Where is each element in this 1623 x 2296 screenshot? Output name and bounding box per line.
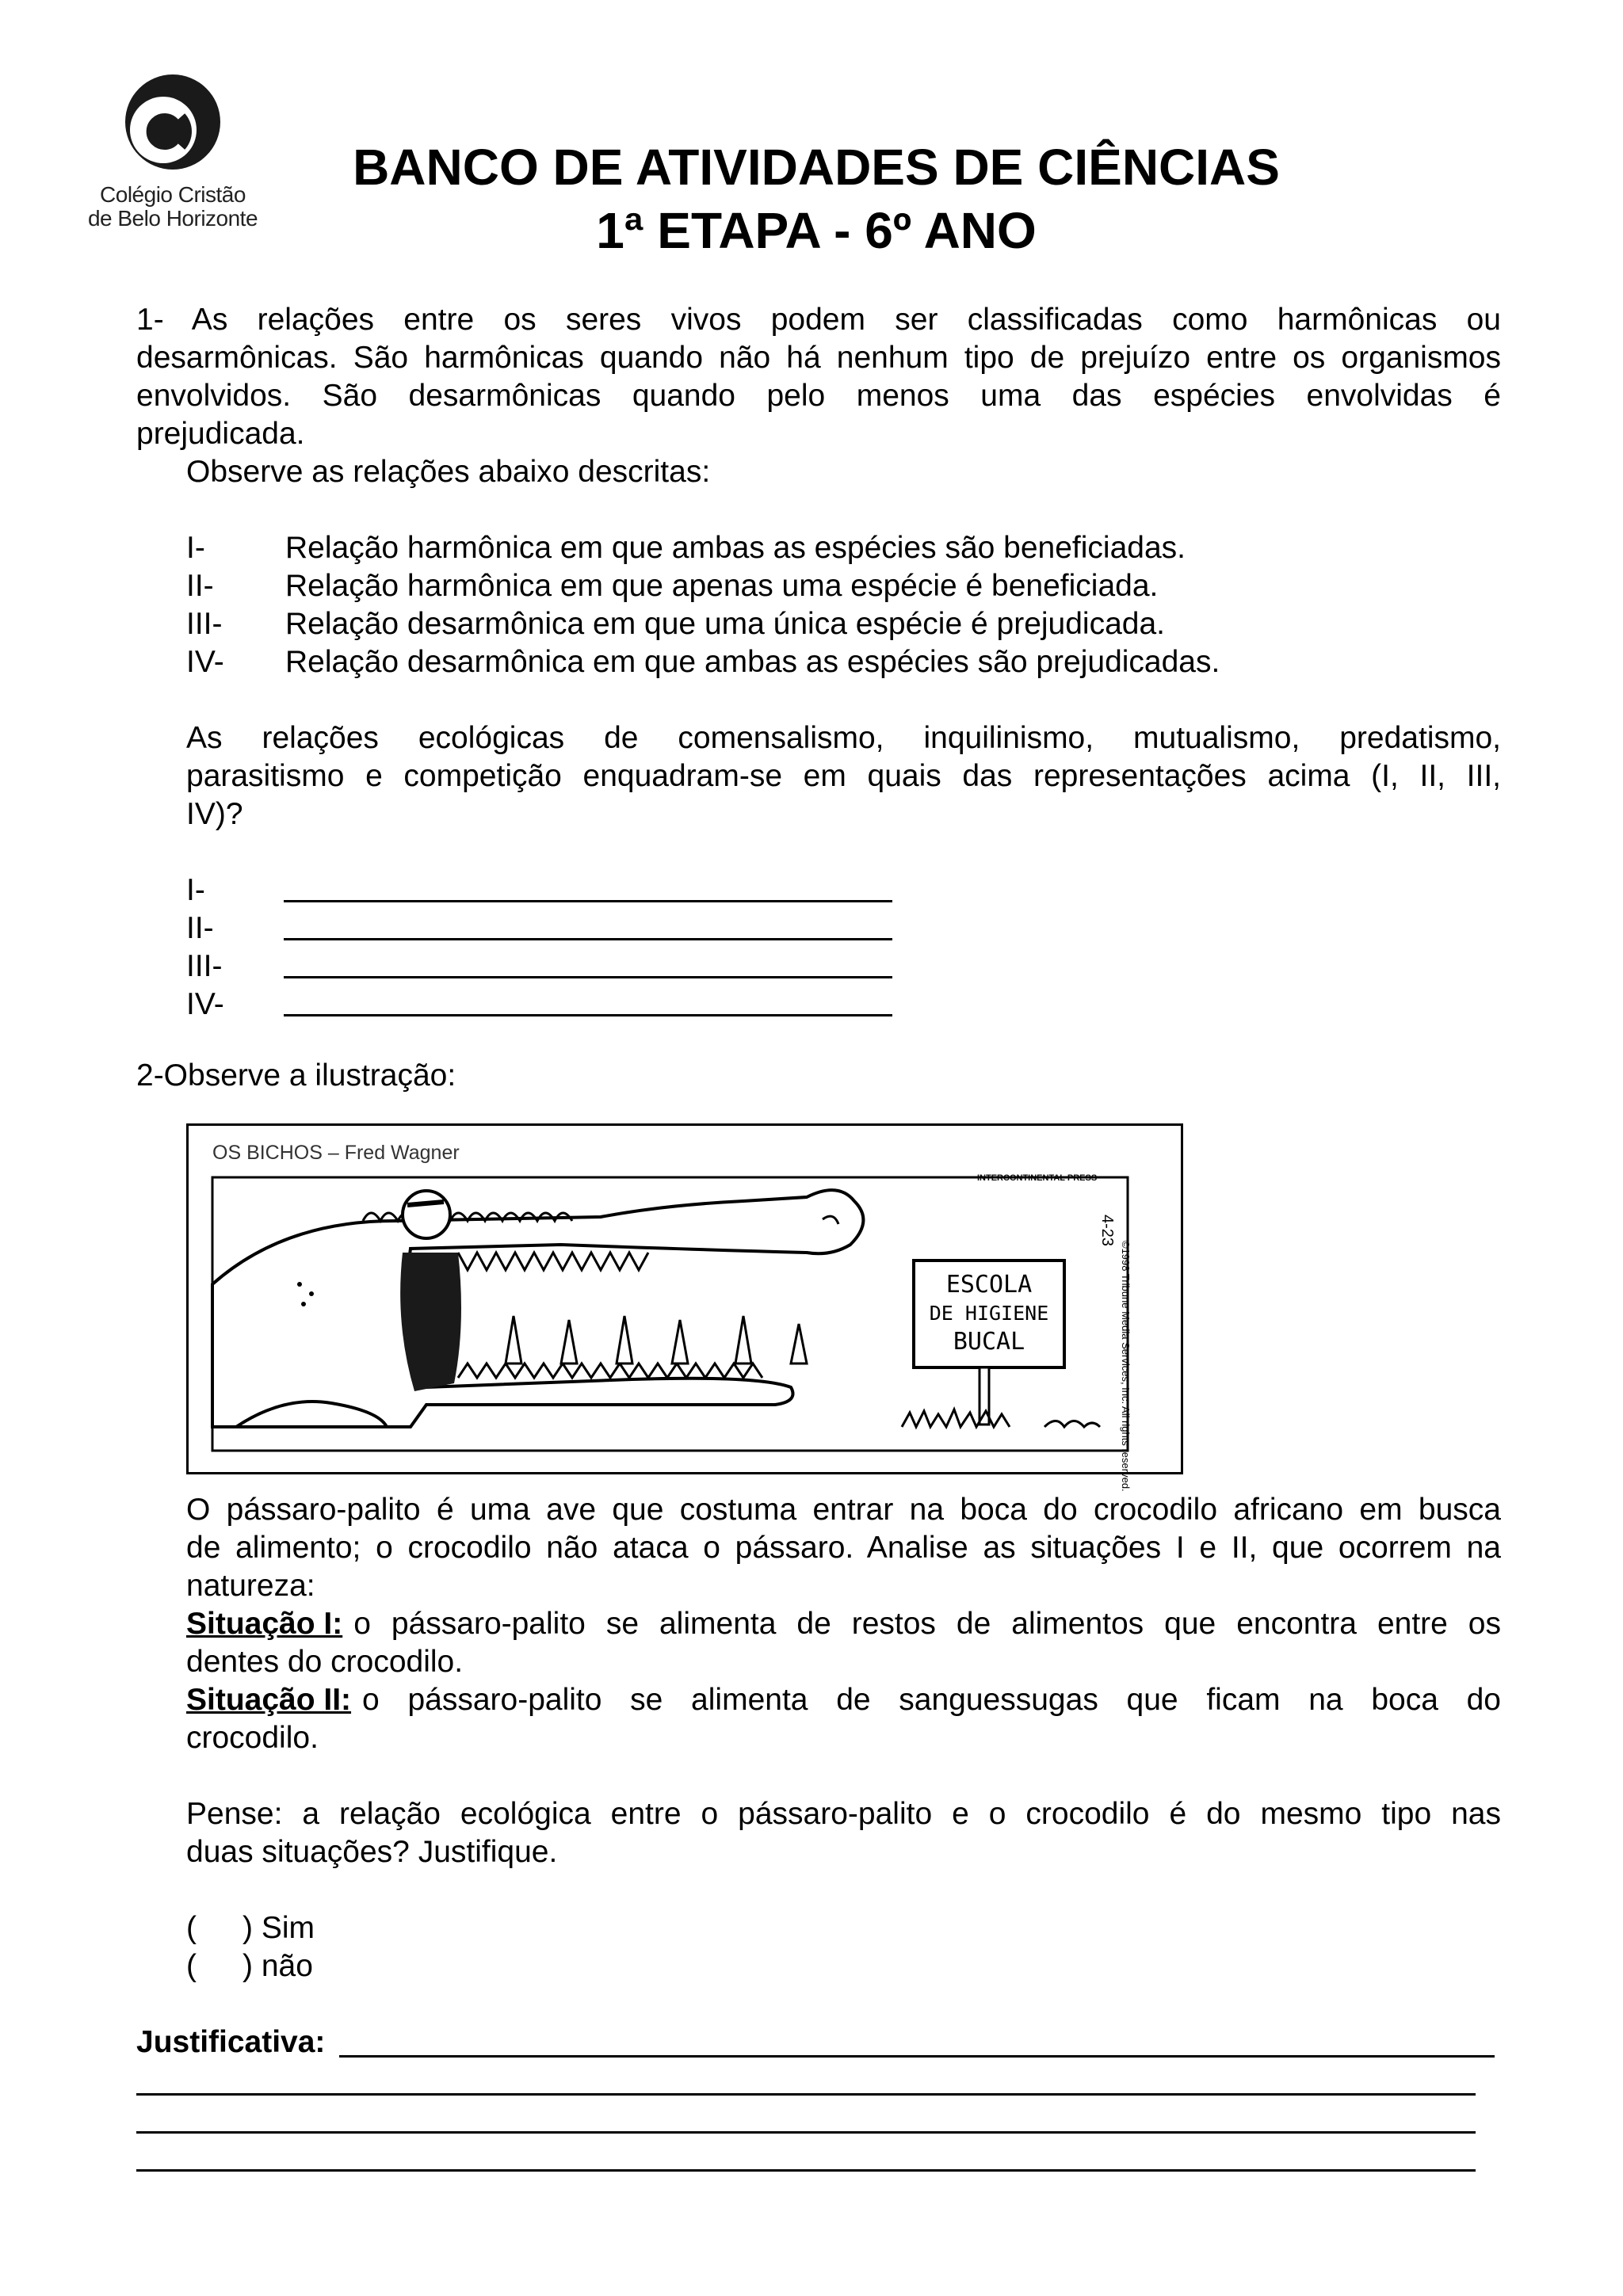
relation-text: Relação harmônica em que apenas uma espécie é beneficiada. xyxy=(285,569,1159,603)
answer-line-3[interactable] xyxy=(284,976,892,978)
school-name-line2: de Belo Horizonte xyxy=(87,206,258,231)
justification-line-1[interactable] xyxy=(339,2055,1495,2058)
q2-title: 2-Observe a ilustração: xyxy=(136,1058,456,1093)
justification-line-2[interactable] xyxy=(136,2093,1476,2096)
situation-2-label: Situação II: xyxy=(186,1683,352,1717)
q1-question-line1: As relações ecológicas de comensalismo, inquilinismo, mutualismo, predatismo, xyxy=(186,721,1501,755)
q1-intro-line4: prejudicada. xyxy=(136,417,305,451)
cartoon-copyright: ©1998 Tribune Media Services, Inc. All rights reserved. xyxy=(1120,1241,1132,1492)
relation-num: I- xyxy=(186,531,205,565)
q2-text-line1: O pássaro-palito é uma ave que costuma entrar na boca do crocodilo africano em busca xyxy=(186,1493,1501,1527)
justification-line-3[interactable] xyxy=(136,2131,1476,2134)
q2-think-line1: Pense: a relação ecológica entre o pássaro-palito e o crocodilo é do mesmo tipo nas xyxy=(186,1797,1501,1831)
page-title: BANCO DE ATIVIDADES DE CIÊNCIAS xyxy=(353,139,1280,196)
logo-emblem xyxy=(78,68,268,187)
sign-text xyxy=(926,1271,1052,1356)
q1-observe: Observe as relações abaixo descritas: xyxy=(186,455,711,489)
cartoon-press: INTERCONTINENTAL PRESS xyxy=(977,1173,1098,1183)
situation-2-text: o pássaro-palito se alimenta de sanguessugas que ficam na boca do xyxy=(362,1683,1501,1717)
q2-think-line2: duas situações? Justifique. xyxy=(186,1835,558,1869)
justification-label: Justificativa: xyxy=(136,2025,326,2059)
school-logo xyxy=(78,68,268,235)
answer-label: I- xyxy=(186,873,205,907)
relation-num: III- xyxy=(186,607,223,641)
answer-label: IV- xyxy=(186,987,224,1021)
answer-line-1[interactable] xyxy=(284,900,892,902)
page-subtitle: 1ª ETAPA - 6º ANO xyxy=(596,202,1037,259)
answer-line-4[interactable] xyxy=(284,1014,892,1016)
situation-1-text-cont: dentes do crocodilo. xyxy=(186,1645,464,1679)
option-nao-checkbox[interactable]: ( xyxy=(186,1949,197,1983)
cartoon-date: 4-23 xyxy=(1098,1215,1116,1247)
answer-line-2[interactable] xyxy=(284,938,892,940)
sign-line1: ESCOLA xyxy=(945,1271,1033,1299)
situation-1-text: o pássaro-palito se alimenta de restos de alimentos que encontra entre os xyxy=(353,1607,1501,1641)
situation-2 xyxy=(186,1681,1501,1719)
answer-label: III- xyxy=(186,949,223,983)
sign-line3: BUCAL xyxy=(953,1328,1025,1356)
relation-text: Relação desarmônica em que ambas as espécies são prejudicadas. xyxy=(285,645,1220,679)
q1-question-line2: parasitismo e competição enquadram-se em quais das representações acima (I, II, III, xyxy=(186,759,1501,793)
sign-line2: DE HIGIENE xyxy=(929,1302,1049,1325)
q1-intro-line2: desarmônicas. São harmônicas quando não há nenhum tipo de prejuízo entre os organismos xyxy=(136,341,1501,375)
option-sim-label: ) Sim xyxy=(242,1911,315,1945)
cartoon-illustration xyxy=(186,1123,1183,1492)
q2-text-line2: de alimento; o crocodilo não ataca o pássaro. Analise as situações I e II, que ocorrem na xyxy=(186,1531,1501,1565)
relation-text: Relação desarmônica em que uma única espécie é prejudicada. xyxy=(285,607,1165,641)
q1-question-line3: IV)? xyxy=(186,797,243,831)
school-name-line1: Colégio Cristão xyxy=(100,182,246,207)
answer-label: II- xyxy=(186,911,214,945)
relation-num: II- xyxy=(186,569,214,603)
option-sim-checkbox[interactable]: ( xyxy=(186,1911,197,1945)
relation-text: Relação harmônica em que ambas as espécies são beneficiadas. xyxy=(285,531,1186,565)
q2-text-line3: natureza: xyxy=(186,1569,315,1603)
relation-num: IV- xyxy=(186,645,224,679)
q1-intro-line3: envolvidos. São desarmônicas quando pelo menos uma das espécies envolvidas é xyxy=(136,379,1501,413)
situation-1 xyxy=(186,1605,1501,1643)
justification-line-4[interactable] xyxy=(136,2169,1476,2172)
situation-2-text-cont: crocodilo. xyxy=(186,1721,319,1755)
q1-intro-line1: 1- As relações entre os seres vivos podem ser classificadas como harmônicas ou xyxy=(136,303,1501,337)
option-nao-label: ) não xyxy=(242,1949,313,1983)
situation-1-label: Situação I: xyxy=(186,1607,343,1641)
cartoon-caption: OS BICHOS – Fred Wagner xyxy=(212,1142,460,1164)
